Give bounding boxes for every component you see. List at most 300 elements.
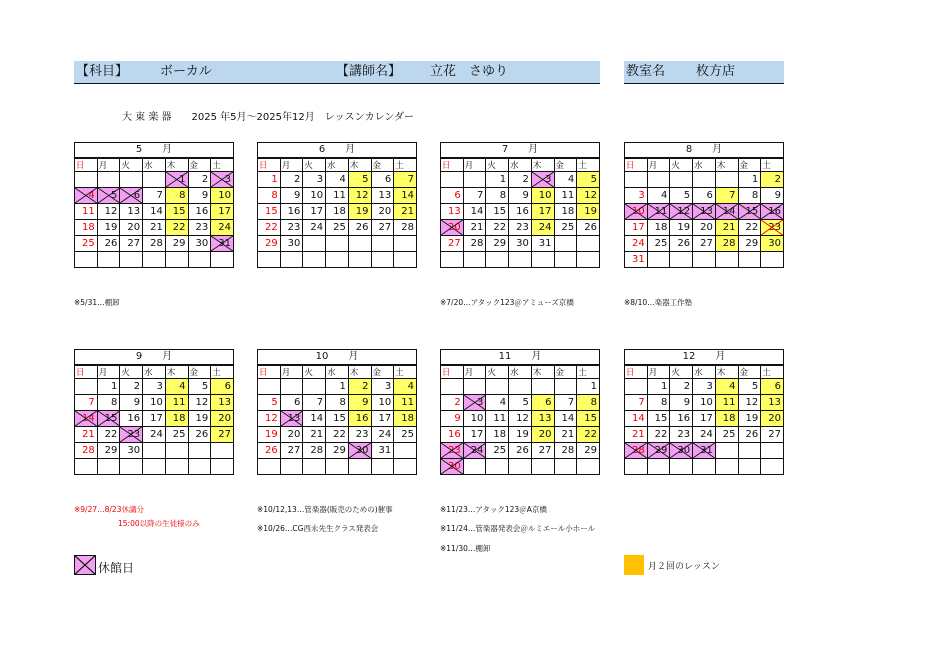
weekday-header: 金 bbox=[371, 366, 394, 379]
day-cell: 11 bbox=[554, 188, 577, 204]
weekday-header: 日 bbox=[441, 366, 464, 379]
empty-cell bbox=[303, 236, 326, 252]
weekday-header: 土 bbox=[211, 159, 234, 172]
weekday-header: 月 bbox=[463, 159, 486, 172]
month-title: 5 月 bbox=[74, 142, 234, 158]
x-mark-icon bbox=[441, 459, 463, 474]
day-cell: 7 bbox=[303, 395, 326, 411]
calendar-june bbox=[257, 142, 417, 268]
x-mark-icon bbox=[441, 220, 463, 235]
day-cell: 23 bbox=[761, 220, 784, 236]
empty-cell bbox=[120, 252, 143, 268]
x-mark-icon bbox=[693, 443, 715, 458]
day-cell: 29 bbox=[258, 236, 281, 252]
day-cell: 16 bbox=[509, 204, 532, 220]
empty-cell bbox=[509, 252, 532, 268]
day-cell: 17 bbox=[371, 411, 394, 427]
empty-cell bbox=[211, 252, 234, 268]
x-mark-icon bbox=[761, 204, 783, 219]
empty-cell bbox=[761, 459, 784, 475]
weekday-header: 火 bbox=[120, 159, 143, 172]
day-cell: 20 bbox=[441, 220, 464, 236]
day-cell: 17 bbox=[303, 204, 326, 220]
day-cell: 5 bbox=[670, 188, 693, 204]
x-mark-icon bbox=[120, 427, 142, 442]
day-cell: 25 bbox=[715, 427, 738, 443]
weekday-header: 土 bbox=[394, 159, 417, 172]
day-cell: 8 bbox=[577, 395, 600, 411]
x-mark-icon bbox=[98, 411, 120, 426]
day-cell: 13 bbox=[371, 188, 394, 204]
calendar-december bbox=[624, 349, 784, 475]
day-cell: 27 bbox=[280, 443, 303, 459]
day-cell: 3 bbox=[625, 188, 648, 204]
x-mark-icon bbox=[75, 188, 97, 203]
day-cell: 19 bbox=[348, 204, 371, 220]
empty-cell bbox=[143, 252, 166, 268]
calendar-may bbox=[74, 142, 234, 268]
weekday-header: 木 bbox=[715, 159, 738, 172]
day-cell: 14 bbox=[554, 411, 577, 427]
note-november-1: ※11/23…アタック123＠A京橋 bbox=[440, 505, 547, 514]
empty-cell bbox=[326, 459, 349, 475]
header-bar-main bbox=[74, 61, 600, 84]
day-cell: 26 bbox=[670, 236, 693, 252]
weekday-header: 木 bbox=[348, 366, 371, 379]
empty-cell bbox=[348, 236, 371, 252]
weekday-header: 火 bbox=[120, 366, 143, 379]
day-cell: 13 bbox=[531, 411, 554, 427]
weekday-header: 日 bbox=[258, 366, 281, 379]
day-cell: 3 bbox=[693, 379, 716, 395]
day-cell: 2 bbox=[120, 379, 143, 395]
day-cell: 13 bbox=[761, 395, 784, 411]
day-cell: 26 bbox=[258, 443, 281, 459]
day-cell: 22 bbox=[258, 220, 281, 236]
x-mark-icon bbox=[648, 443, 670, 458]
x-mark-icon bbox=[75, 411, 97, 426]
empty-cell bbox=[693, 252, 716, 268]
day-cell: 29 bbox=[97, 443, 120, 459]
x-mark-icon bbox=[281, 411, 303, 426]
weekday-header: 火 bbox=[486, 366, 509, 379]
empty-cell bbox=[463, 459, 486, 475]
month-title: 8 月 bbox=[624, 142, 784, 158]
weekday-header: 金 bbox=[188, 159, 211, 172]
day-cell: 20 bbox=[120, 220, 143, 236]
day-cell: 24 bbox=[211, 220, 234, 236]
empty-cell bbox=[647, 172, 670, 188]
weekday-header: 火 bbox=[486, 159, 509, 172]
day-cell: 2 bbox=[441, 395, 464, 411]
day-cell: 12 bbox=[509, 411, 532, 427]
day-cell: 17 bbox=[693, 411, 716, 427]
day-cell: 25 bbox=[647, 236, 670, 252]
weekday-header: 火 bbox=[303, 159, 326, 172]
day-cell: 6 bbox=[211, 379, 234, 395]
day-cell: 4 bbox=[326, 172, 349, 188]
day-cell: 9 bbox=[441, 411, 464, 427]
day-cell: 23 bbox=[348, 427, 371, 443]
day-cell: 3 bbox=[463, 395, 486, 411]
day-cell: 25 bbox=[75, 236, 98, 252]
day-cell: 5 bbox=[577, 172, 600, 188]
x-mark-icon bbox=[166, 172, 188, 187]
day-cell: 13 bbox=[280, 411, 303, 427]
day-cell: 18 bbox=[165, 411, 188, 427]
weekday-header: 日 bbox=[75, 159, 98, 172]
day-cell: 13 bbox=[211, 395, 234, 411]
day-cell: 1 bbox=[577, 379, 600, 395]
weekday-header: 火 bbox=[303, 366, 326, 379]
day-cell: 17 bbox=[143, 411, 166, 427]
day-cell: 6 bbox=[120, 188, 143, 204]
weekday-header: 水 bbox=[326, 159, 349, 172]
day-cell: 5 bbox=[738, 379, 761, 395]
day-cell: 23 bbox=[188, 220, 211, 236]
empty-cell bbox=[670, 172, 693, 188]
day-cell: 9 bbox=[509, 188, 532, 204]
empty-cell bbox=[554, 459, 577, 475]
day-cell: 28 bbox=[143, 236, 166, 252]
empty-cell bbox=[280, 379, 303, 395]
day-cell: 7 bbox=[715, 188, 738, 204]
day-cell: 24 bbox=[531, 220, 554, 236]
day-cell: 11 bbox=[75, 204, 98, 220]
day-cell: 22 bbox=[738, 220, 761, 236]
day-cell: 14 bbox=[75, 411, 98, 427]
weekday-header: 月 bbox=[280, 366, 303, 379]
day-cell: 22 bbox=[577, 427, 600, 443]
day-cell: 27 bbox=[371, 220, 394, 236]
day-cell: 27 bbox=[531, 443, 554, 459]
day-cell: 22 bbox=[165, 220, 188, 236]
day-cell: 6 bbox=[371, 172, 394, 188]
day-cell: 8 bbox=[97, 395, 120, 411]
calendar-grid bbox=[440, 365, 600, 475]
day-cell: 8 bbox=[486, 188, 509, 204]
x-mark-icon bbox=[211, 236, 233, 251]
day-cell: 31 bbox=[693, 443, 716, 459]
weekday-header: 月 bbox=[97, 159, 120, 172]
day-cell: 4 bbox=[165, 379, 188, 395]
day-cell: 29 bbox=[165, 236, 188, 252]
day-cell: 9 bbox=[188, 188, 211, 204]
calendar-grid bbox=[257, 365, 417, 475]
x-mark-icon bbox=[625, 204, 647, 219]
day-cell: 31 bbox=[531, 236, 554, 252]
x-mark-icon bbox=[464, 443, 486, 458]
day-cell: 19 bbox=[97, 220, 120, 236]
day-cell: 10 bbox=[211, 188, 234, 204]
calendar-grid bbox=[74, 365, 234, 475]
weekday-header: 水 bbox=[143, 366, 166, 379]
note-october-2: ※10/26…CG西永先生クラス発表会 bbox=[257, 524, 379, 533]
x-mark-icon bbox=[716, 204, 738, 219]
day-cell: 19 bbox=[738, 411, 761, 427]
empty-cell bbox=[625, 172, 648, 188]
day-cell: 4 bbox=[554, 172, 577, 188]
day-cell: 20 bbox=[761, 411, 784, 427]
x-mark-icon bbox=[625, 443, 647, 458]
legend-closed-swatch bbox=[74, 555, 96, 575]
empty-cell bbox=[75, 252, 98, 268]
empty-cell bbox=[693, 172, 716, 188]
empty-cell bbox=[670, 459, 693, 475]
calendar-october bbox=[257, 349, 417, 475]
calendar-grid bbox=[257, 158, 417, 268]
weekday-header: 木 bbox=[165, 159, 188, 172]
day-cell: 14 bbox=[394, 188, 417, 204]
day-cell: 23 bbox=[509, 220, 532, 236]
empty-cell bbox=[143, 459, 166, 475]
day-cell: 12 bbox=[670, 204, 693, 220]
calendar-grid bbox=[440, 158, 600, 268]
weekday-header: 土 bbox=[211, 366, 234, 379]
day-cell: 27 bbox=[211, 427, 234, 443]
day-cell: 1 bbox=[738, 172, 761, 188]
empty-cell bbox=[303, 379, 326, 395]
empty-cell bbox=[554, 236, 577, 252]
day-cell: 15 bbox=[647, 411, 670, 427]
empty-cell bbox=[165, 443, 188, 459]
day-cell: 5 bbox=[188, 379, 211, 395]
day-cell: 18 bbox=[486, 427, 509, 443]
day-cell: 10 bbox=[463, 411, 486, 427]
day-cell: 1 bbox=[165, 172, 188, 188]
empty-cell bbox=[509, 459, 532, 475]
day-cell: 30 bbox=[348, 443, 371, 459]
x-mark-icon bbox=[693, 204, 715, 219]
month-title: 12 月 bbox=[624, 349, 784, 365]
day-cell: 11 bbox=[165, 395, 188, 411]
day-cell: 17 bbox=[531, 204, 554, 220]
empty-cell bbox=[394, 236, 417, 252]
day-cell: 4 bbox=[486, 395, 509, 411]
day-cell: 30 bbox=[509, 236, 532, 252]
note-october-1: ※10/12,13…管楽器(販売のための)催事 bbox=[257, 505, 393, 514]
day-cell: 30 bbox=[670, 443, 693, 459]
empty-cell bbox=[577, 459, 600, 475]
subject-value: ボーカル bbox=[160, 64, 212, 79]
day-cell: 24 bbox=[463, 443, 486, 459]
empty-cell bbox=[531, 252, 554, 268]
calendar-november bbox=[440, 349, 600, 475]
day-cell: 6 bbox=[280, 395, 303, 411]
empty-cell bbox=[577, 252, 600, 268]
day-cell: 1 bbox=[258, 172, 281, 188]
day-cell: 5 bbox=[348, 172, 371, 188]
day-cell: 7 bbox=[625, 395, 648, 411]
day-cell: 16 bbox=[441, 427, 464, 443]
page-title: 大 東 楽 器 2025 年5月～2025年12月 レッスンカレンダー bbox=[122, 112, 414, 123]
empty-cell bbox=[348, 459, 371, 475]
x-mark-icon bbox=[120, 188, 142, 203]
day-cell: 16 bbox=[761, 204, 784, 220]
day-cell: 28 bbox=[625, 443, 648, 459]
day-cell: 7 bbox=[75, 395, 98, 411]
empty-cell bbox=[211, 459, 234, 475]
day-cell: 24 bbox=[693, 427, 716, 443]
empty-cell bbox=[531, 459, 554, 475]
day-cell: 13 bbox=[441, 204, 464, 220]
calendar-september bbox=[74, 349, 234, 475]
month-title: 11 月 bbox=[440, 349, 600, 365]
legend-twice-label: 月２回のレッスン bbox=[648, 562, 720, 572]
day-cell: 27 bbox=[441, 236, 464, 252]
x-mark-icon bbox=[211, 172, 233, 187]
day-cell: 14 bbox=[303, 411, 326, 427]
day-cell: 14 bbox=[143, 204, 166, 220]
day-cell: 27 bbox=[120, 236, 143, 252]
weekday-header: 水 bbox=[693, 366, 716, 379]
empty-cell bbox=[211, 443, 234, 459]
weekday-header: 土 bbox=[577, 366, 600, 379]
day-cell: 5 bbox=[258, 395, 281, 411]
x-mark-icon bbox=[761, 220, 783, 235]
day-cell: 8 bbox=[647, 395, 670, 411]
weekday-header: 月 bbox=[463, 366, 486, 379]
weekday-header: 月 bbox=[97, 366, 120, 379]
day-cell: 22 bbox=[647, 427, 670, 443]
day-cell: 9 bbox=[348, 395, 371, 411]
empty-cell bbox=[463, 379, 486, 395]
empty-cell bbox=[441, 252, 464, 268]
day-cell: 12 bbox=[348, 188, 371, 204]
empty-cell bbox=[738, 252, 761, 268]
x-mark-icon bbox=[74, 555, 96, 575]
day-cell: 4 bbox=[715, 379, 738, 395]
day-cell: 7 bbox=[463, 188, 486, 204]
day-cell: 7 bbox=[143, 188, 166, 204]
day-cell: 14 bbox=[463, 204, 486, 220]
calendar-grid bbox=[624, 158, 784, 268]
day-cell: 28 bbox=[75, 443, 98, 459]
empty-cell bbox=[188, 252, 211, 268]
day-cell: 15 bbox=[165, 204, 188, 220]
day-cell: 16 bbox=[188, 204, 211, 220]
day-cell: 19 bbox=[188, 411, 211, 427]
empty-cell bbox=[715, 252, 738, 268]
empty-cell bbox=[326, 236, 349, 252]
empty-cell bbox=[188, 459, 211, 475]
day-cell: 1 bbox=[647, 379, 670, 395]
day-cell: 25 bbox=[165, 427, 188, 443]
weekday-header: 木 bbox=[165, 366, 188, 379]
empty-cell bbox=[738, 459, 761, 475]
month-title: 9 月 bbox=[74, 349, 234, 365]
day-cell: 3 bbox=[303, 172, 326, 188]
empty-cell bbox=[693, 459, 716, 475]
day-cell: 26 bbox=[188, 427, 211, 443]
x-mark-icon bbox=[739, 204, 761, 219]
day-cell: 18 bbox=[647, 220, 670, 236]
day-cell: 30 bbox=[280, 236, 303, 252]
empty-cell bbox=[394, 252, 417, 268]
weekday-header: 水 bbox=[693, 159, 716, 172]
day-cell: 5 bbox=[97, 188, 120, 204]
day-cell: 21 bbox=[143, 220, 166, 236]
weekday-header: 土 bbox=[577, 159, 600, 172]
empty-cell bbox=[258, 252, 281, 268]
empty-cell bbox=[509, 379, 532, 395]
day-cell: 10 bbox=[625, 204, 648, 220]
empty-cell bbox=[258, 379, 281, 395]
note-august: ※8/10…楽器工作塾 bbox=[624, 298, 693, 307]
day-cell: 27 bbox=[693, 236, 716, 252]
empty-cell bbox=[554, 252, 577, 268]
weekday-header: 日 bbox=[625, 366, 648, 379]
day-cell: 6 bbox=[441, 188, 464, 204]
day-cell: 26 bbox=[738, 427, 761, 443]
day-cell: 8 bbox=[326, 395, 349, 411]
empty-cell bbox=[75, 172, 98, 188]
empty-cell bbox=[625, 379, 648, 395]
weekday-header: 土 bbox=[761, 366, 784, 379]
empty-cell bbox=[486, 379, 509, 395]
day-cell: 29 bbox=[647, 443, 670, 459]
note-september-1: ※9/27…8/23休講分 bbox=[74, 505, 144, 514]
weekday-header: 木 bbox=[715, 366, 738, 379]
day-cell: 28 bbox=[303, 443, 326, 459]
day-cell: 20 bbox=[693, 220, 716, 236]
weekday-header: 金 bbox=[371, 159, 394, 172]
day-cell: 4 bbox=[394, 379, 417, 395]
day-cell: 9 bbox=[761, 188, 784, 204]
day-cell: 18 bbox=[326, 204, 349, 220]
weekday-header: 火 bbox=[670, 366, 693, 379]
empty-cell bbox=[75, 379, 98, 395]
day-cell: 18 bbox=[394, 411, 417, 427]
day-cell: 31 bbox=[371, 443, 394, 459]
day-cell: 12 bbox=[738, 395, 761, 411]
day-cell: 15 bbox=[486, 204, 509, 220]
month-title: 6 月 bbox=[257, 142, 417, 158]
day-cell: 12 bbox=[577, 188, 600, 204]
legend-closed-label: 休館日 bbox=[98, 561, 135, 575]
day-cell: 31 bbox=[211, 236, 234, 252]
weekday-header: 金 bbox=[554, 159, 577, 172]
empty-cell bbox=[326, 252, 349, 268]
empty-cell bbox=[554, 379, 577, 395]
day-cell: 10 bbox=[303, 188, 326, 204]
day-cell: 18 bbox=[75, 220, 98, 236]
day-cell: 2 bbox=[280, 172, 303, 188]
day-cell: 3 bbox=[143, 379, 166, 395]
teacher-value: 立花 さゆり bbox=[430, 64, 509, 79]
empty-cell bbox=[441, 172, 464, 188]
day-cell: 19 bbox=[577, 204, 600, 220]
empty-cell bbox=[647, 459, 670, 475]
day-cell: 2 bbox=[188, 172, 211, 188]
day-cell: 17 bbox=[211, 204, 234, 220]
day-cell: 9 bbox=[280, 188, 303, 204]
x-mark-icon bbox=[98, 188, 120, 203]
day-cell: 22 bbox=[326, 427, 349, 443]
day-cell: 2 bbox=[761, 172, 784, 188]
day-cell: 28 bbox=[715, 236, 738, 252]
day-cell: 31 bbox=[625, 252, 648, 268]
day-cell: 3 bbox=[531, 172, 554, 188]
day-cell: 20 bbox=[280, 427, 303, 443]
teacher-label: 【講師名】 bbox=[336, 64, 402, 79]
day-cell: 25 bbox=[486, 443, 509, 459]
day-cell: 25 bbox=[394, 427, 417, 443]
note-november-2: ※11/24…管楽器発表会＠ルミエール小ホール bbox=[440, 524, 596, 533]
day-cell: 21 bbox=[303, 427, 326, 443]
weekday-header: 金 bbox=[738, 159, 761, 172]
day-cell: 24 bbox=[625, 236, 648, 252]
